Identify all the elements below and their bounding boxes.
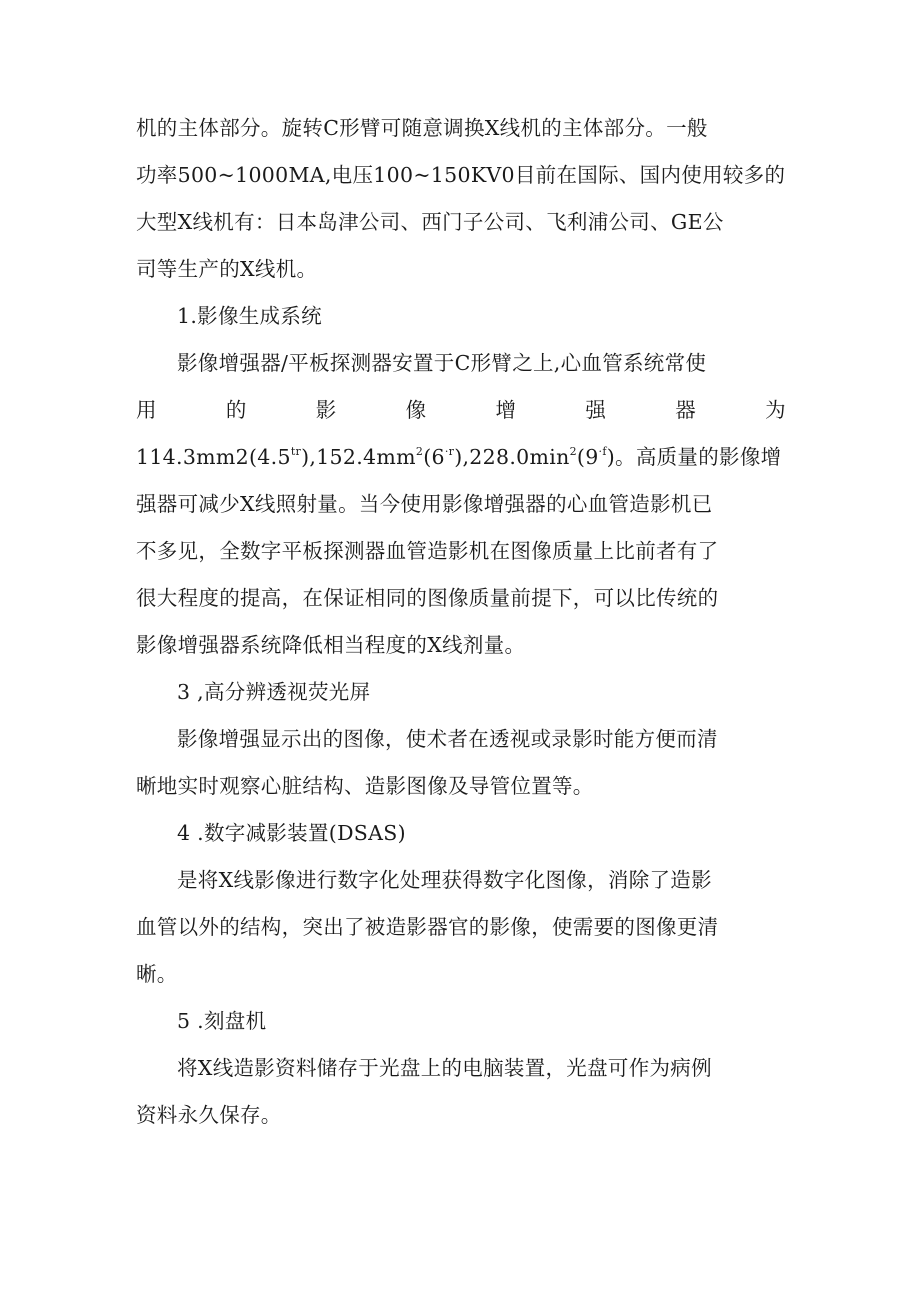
spread-char: 为 <box>765 398 786 422</box>
section-heading-image-system: 1.影像生成系统 <box>177 304 322 328</box>
superscript: ·f <box>598 445 607 458</box>
text-line: 影像增强器系统降低相当程度的X线剂量。 <box>136 633 526 657</box>
measure-text: ),228.0min <box>454 445 570 469</box>
text-line: 影像增强显示出的图像，使术者在透视或录影时能方便而清 <box>177 727 718 751</box>
measure-text: (6 <box>423 445 445 469</box>
superscript: 2 <box>415 445 424 458</box>
spread-char: 强 <box>585 398 607 422</box>
text-line: 将X线造影资料储存于光盘上的电脑装置，光盘可作为病例 <box>177 1056 712 1080</box>
document-body <box>136 105 786 1139</box>
superscript: 2 <box>569 445 577 458</box>
section-heading-disc-burner: 5 .刻盘机 <box>177 1009 267 1033</box>
superscript: tr <box>290 445 302 458</box>
spread-line <box>136 387 786 434</box>
superscript: ·r <box>444 445 455 458</box>
text-line: 大型X线机有：日本岛津公司、西门子公司、飞利浦公司、GE公 <box>136 210 724 234</box>
section-heading-dsa: 4 .数字减影装置(DSAS) <box>177 821 406 845</box>
text-line: 是将X线影像进行数字化处理获得数字化图像，消除了造影 <box>177 868 712 892</box>
text-line: 晰。 <box>136 962 178 986</box>
spread-char: 影 <box>315 398 337 422</box>
measure-text: )。高质量的影像增 <box>606 445 782 469</box>
measure-text: (9 <box>576 445 599 469</box>
text-line: 很大程度的提高，在保证相同的图像质量前提下，可以比传统的 <box>136 586 719 610</box>
text-line: 司等生产的X线机。 <box>136 257 318 281</box>
section-heading-fluoroscopy-screen: 3 ,高分辨透视荧光屏 <box>177 680 371 704</box>
paragraph-disc-burner <box>136 1045 786 1139</box>
text-line: 不多见，全数字平板探测器血管造影机在图像质量上比前者有了 <box>136 539 719 563</box>
spread-char: 器 <box>675 398 697 422</box>
text-line: 机的主体部分。旋转C形臂可随意调换X线机的主体部分。一般 <box>136 116 708 140</box>
text-line: 晰地实时观察心脏结构、造影图像及导管位置等。 <box>136 774 594 798</box>
spread-char: 增 <box>495 398 517 422</box>
paragraph-image-intensifier <box>136 340 786 669</box>
measure-text: ),152.4mm <box>301 445 416 469</box>
spread-char: 用 <box>136 398 157 422</box>
paragraph-fluoroscopy <box>136 716 786 810</box>
text-line: 资料永久保存。 <box>136 1103 282 1127</box>
text-line: 功率500~1000MA,电压100~150KV0目前在国际、国内使用较多的 <box>136 163 786 187</box>
text-line: 强器可减少X线照射量。当今使用影像增强器的心血管造影机已 <box>136 492 713 516</box>
paragraph-intro <box>136 105 786 293</box>
spread-char: 的 <box>225 398 247 422</box>
text-line: 影像增强器/平板探测器安置于C形臂之上,心血管系统常使 <box>177 351 707 375</box>
spread-char: 像 <box>405 398 427 422</box>
text-line: 血管以外的结构，突出了被造影器官的影像，使需要的图像更清 <box>136 915 719 939</box>
measure-text: 114.3mm2(4.5 <box>136 445 291 469</box>
paragraph-dsa <box>136 857 786 998</box>
text-line-with-superscripts <box>136 434 786 481</box>
